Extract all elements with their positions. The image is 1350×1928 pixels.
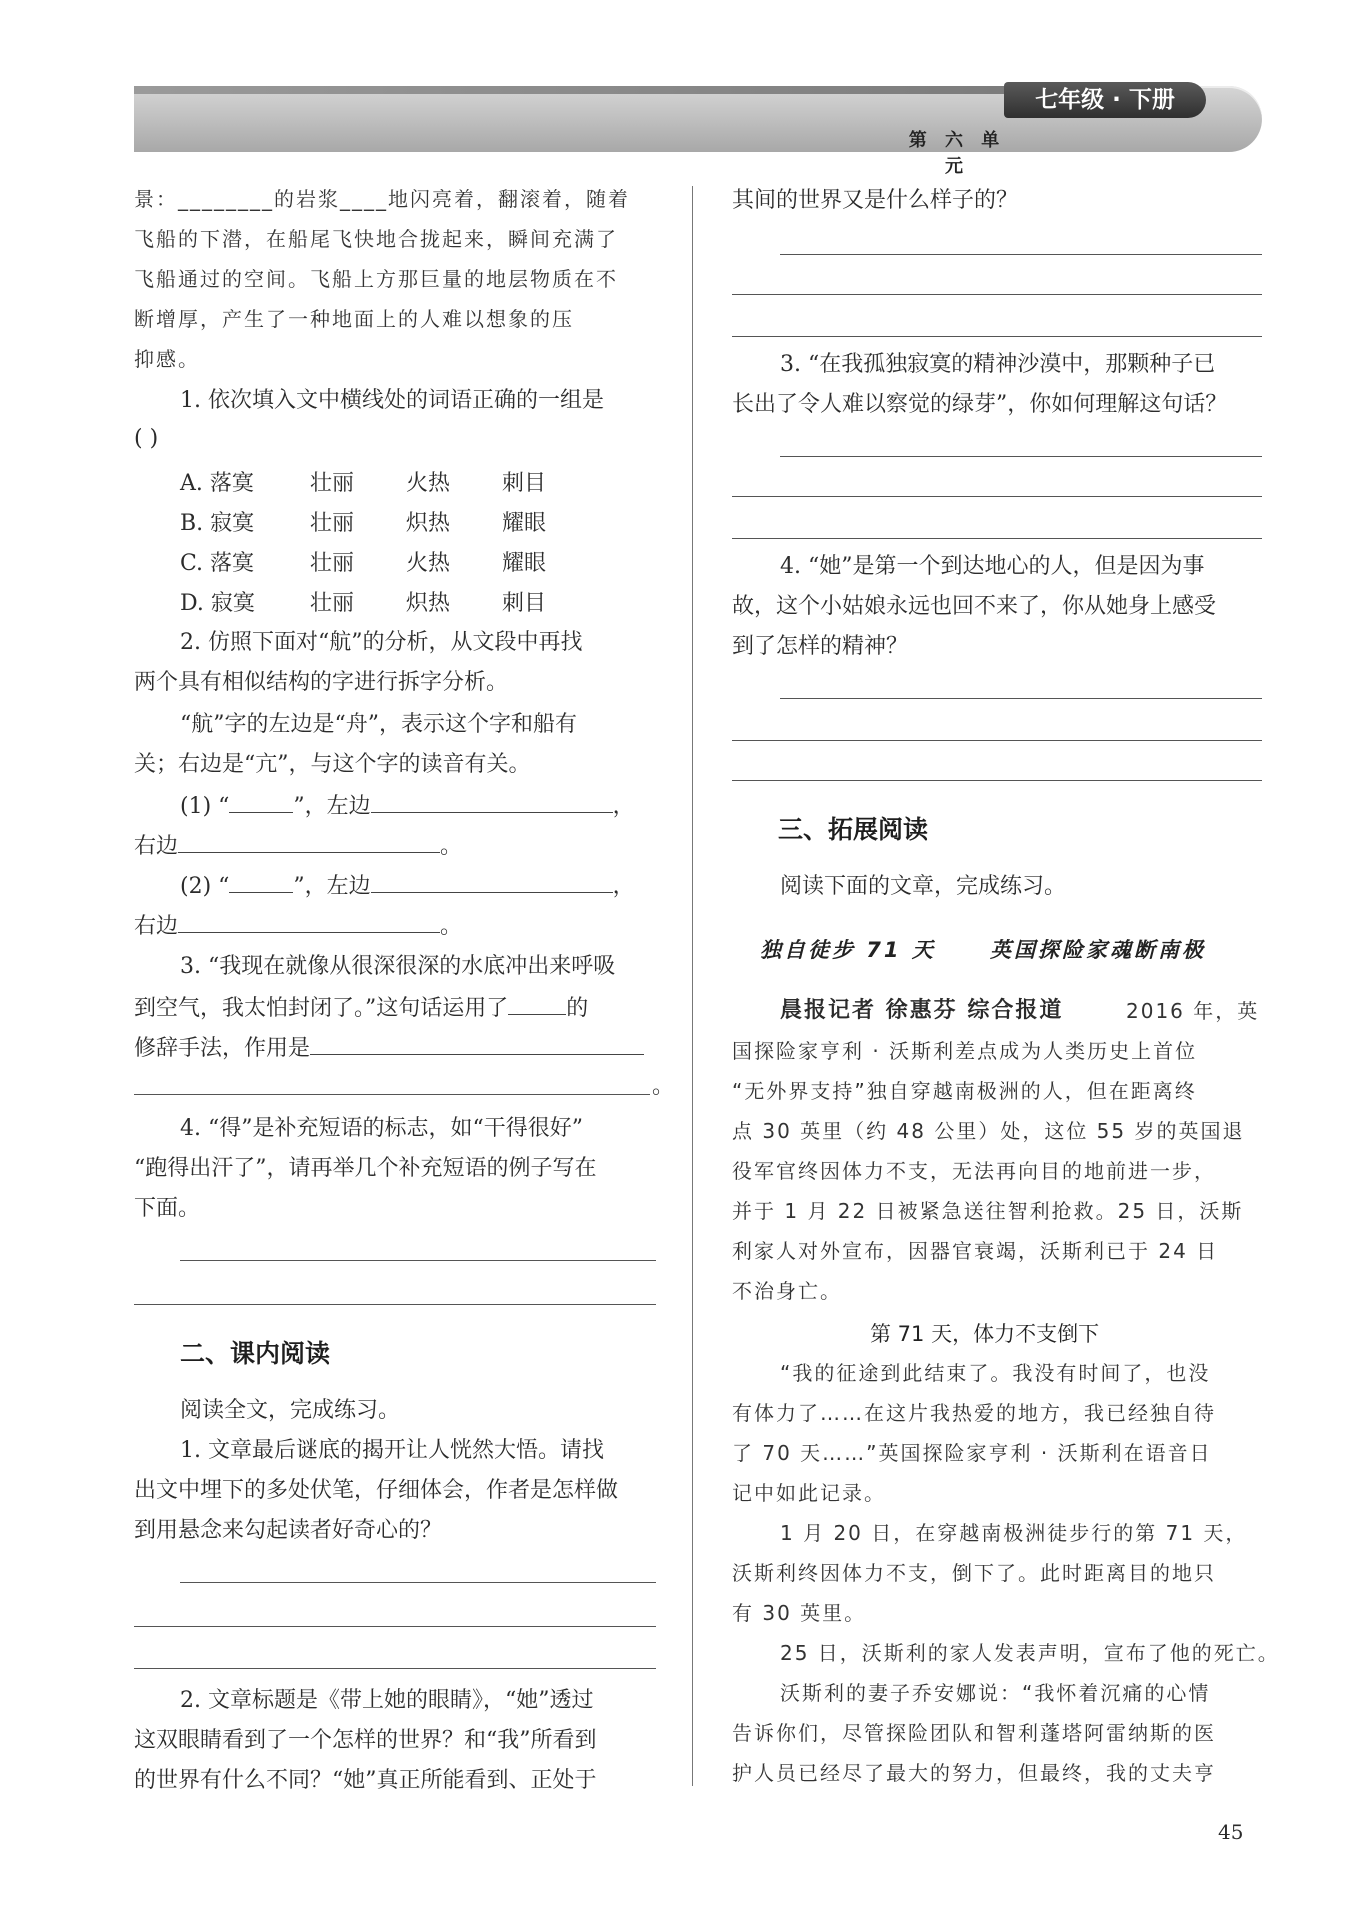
question-4-cont: 下面。	[134, 1196, 201, 1221]
body-line: 护人员已经尽了最大的努力，但最终，我的丈夫亨	[732, 1761, 1216, 1785]
s2-question-2: 2. 文章标题是《带上她的眼睛》，“她”透过	[180, 1688, 594, 1713]
section-heading-2: 二、课内阅读	[180, 1339, 331, 1368]
answer-line[interactable]	[732, 740, 1262, 741]
question-2-cont: 两个具有相似结构的字进行拆字分析。	[134, 670, 509, 695]
s2-question-4-cont: 到了怎样的精神？	[732, 634, 909, 659]
s2-question-3-cont: 长出了令人难以察觉的绿芽”，你如何理解这句话？	[732, 392, 1228, 417]
q3-text: 修辞手法，作用是	[134, 1036, 311, 1061]
grade-tab: 七年级 · 下册	[1004, 82, 1206, 118]
answer-line[interactable]	[732, 496, 1262, 497]
answer-line[interactable]	[732, 294, 1262, 295]
option-word: 壮丽	[310, 511, 355, 536]
option-a[interactable]	[180, 466, 547, 497]
article-line: 役军官终因体力不支，无法再向目的地前进一步，	[732, 1159, 1216, 1183]
option-d[interactable]	[180, 586, 547, 617]
answer-line[interactable]	[732, 780, 1262, 781]
blank[interactable]	[178, 910, 440, 933]
section-intro: 阅读下面的文章，完成练习。	[780, 874, 1067, 899]
question-1: 1. 依次填入文中横线处的词语正确的一组是	[180, 388, 604, 413]
s2-question-2-cont: 其间的世界又是什么样子的？	[732, 188, 1019, 213]
s2-question-2-cont: 的世界有什么不同？“她”真正所能看到、正处于	[134, 1768, 597, 1793]
item-prefix: (2) “	[180, 874, 230, 899]
question-3: 3. “我现在就像从很深很深的水底冲出来呼吸	[180, 954, 616, 979]
answer-line[interactable]	[134, 1668, 656, 1669]
answer-line[interactable]	[732, 538, 1262, 539]
body-line: 沃斯利终因体力不支，倒下了。此时距离目的地只	[732, 1561, 1216, 1585]
question-4: 4. “得”是补充短语的标志，如“干得很好”	[180, 1116, 583, 1141]
body-line: 记中如此记录。	[732, 1481, 886, 1505]
page-number: 45	[1218, 1820, 1244, 1844]
s2-question-4-cont: 故，这个小姑娘永远也回不来了，你从她身上感受	[732, 594, 1217, 619]
s2-question-4: 4. “她”是第一个到达地心的人，但是因为事	[780, 554, 1205, 579]
comma: ，	[612, 794, 635, 819]
option-label: B. 寂寞	[180, 511, 255, 536]
passage-line: 飞船的下潜，在船尾飞快地合拢起来，瞬间充满了	[134, 227, 618, 251]
blank[interactable]	[229, 870, 293, 893]
answer-line[interactable]	[180, 1260, 656, 1261]
body-line: 25 日，沃斯利的家人发表声明，宣布了他的死亡。	[780, 1641, 1280, 1665]
option-word: 火热	[406, 551, 451, 576]
article-line: 不治身亡。	[732, 1279, 842, 1303]
section-intro: 阅读全文，完成练习。	[180, 1398, 401, 1423]
option-word: 壮丽	[310, 471, 355, 496]
blank[interactable]	[310, 1032, 644, 1055]
option-label: C. 落寞	[180, 551, 255, 576]
s2-question-2-cont: 这双眼睛看到了一个怎样的世界？和“我”所看到	[134, 1728, 597, 1753]
option-word: 刺目	[502, 591, 547, 616]
option-word: 炽热	[406, 591, 451, 616]
s2-question-1: 1. 文章最后谜底的揭开让人恍然大悟。请找	[180, 1438, 604, 1463]
blank[interactable]	[178, 830, 440, 853]
article-line: 点 30 英里（约 48 公里）处，这位 55 岁的英国退	[732, 1119, 1245, 1143]
item-prefix: (1) “	[180, 794, 230, 819]
option-word: 炽热	[406, 511, 451, 536]
q3-text: 到空气，我太怕封闭了。”这句话运用了	[134, 996, 509, 1021]
question-3-cont	[134, 1032, 644, 1064]
example-line: 关；右边是“亢”，与这个字的读音有关。	[134, 752, 531, 777]
blank[interactable]	[371, 870, 613, 893]
q3-text: 的	[566, 996, 589, 1021]
passage-line: 飞船通过的空间。飞船上方那巨量的地层物质在不	[134, 267, 618, 291]
option-word: 火热	[406, 471, 451, 496]
right-label: 右边	[134, 914, 179, 939]
answer-line[interactable]	[134, 1626, 656, 1627]
article-line: 并于 1 月 22 日被紧急送往智利抢救。25 日，沃斯	[732, 1199, 1244, 1223]
article-subhead: 第 71 天，体力不支倒下	[870, 1322, 1100, 1346]
q2-item-2-right	[134, 910, 462, 942]
body-line: 了 70 天……”英国探险家亨利 · 沃斯利在语音日	[732, 1441, 1212, 1465]
option-label: D. 寂寞	[180, 591, 255, 616]
article-title-part1: 独自徒步 71 天	[760, 938, 936, 962]
option-b[interactable]	[180, 506, 547, 537]
q2-item-2	[180, 870, 635, 902]
period: 。	[652, 1074, 675, 1099]
byline: 晨报记者 徐惠芬 综合报道	[780, 998, 1064, 1023]
body-line: “我的征途到此结束了。我没有时间了，也没	[780, 1361, 1211, 1385]
answer-line[interactable]	[780, 254, 1262, 255]
article-line: 国探险家亨利 · 沃斯利差点成为人类历史上首位	[732, 1039, 1198, 1063]
article-lead	[780, 996, 1063, 1026]
blank[interactable]	[508, 992, 566, 1015]
body-line: 沃斯利的妻子乔安娜说：“我怀着沉痛的心情	[780, 1681, 1211, 1705]
answer-paren[interactable]: ( )	[134, 426, 159, 451]
body-line: 有体力了……在这片我热爱的地方，我已经独自待	[732, 1401, 1216, 1425]
option-word: 耀眼	[502, 511, 547, 536]
section-heading-3: 三、拓展阅读	[778, 815, 929, 844]
comma: ，	[612, 874, 635, 899]
blank[interactable]	[371, 790, 613, 813]
right-label: 右边	[134, 834, 179, 859]
s2-question-3: 3. “在我孤独寂寞的精神沙漠中，那颗种子已	[780, 352, 1216, 377]
option-word: 刺目	[502, 471, 547, 496]
s2-question-1-cont: 到用悬念来勾起读者好奇心的？	[134, 1518, 443, 1543]
option-word: 壮丽	[310, 591, 355, 616]
answer-line[interactable]	[780, 698, 1262, 699]
answer-line[interactable]	[180, 1582, 656, 1583]
option-word: 耀眼	[502, 551, 547, 576]
passage-line: 景：________的岩浆____地闪亮着，翻滚着，随着	[134, 187, 630, 211]
passage-line: 断增厚，产生了一种地面上的人难以想象的压	[134, 307, 574, 331]
example-line: “航”字的左边是“舟”，表示这个字和船有	[180, 712, 577, 737]
question-2: 2. 仿照下面对“航”的分析，从文段中再找	[180, 630, 583, 655]
question-3-cont	[134, 992, 588, 1024]
article-title-part2: 英国探险家魂断南极	[990, 938, 1206, 962]
item-mid: ”，左边	[293, 874, 371, 899]
answer-line[interactable]	[780, 456, 1262, 457]
option-c[interactable]	[180, 546, 547, 577]
question-4-cont: “跑得出汗了”，请再举几个补充短语的例子写在	[134, 1156, 597, 1181]
item-mid: ”，左边	[293, 794, 371, 819]
s2-question-1-cont: 出文中埋下的多处伏笔，仔细体会，作者是怎样做	[134, 1478, 619, 1503]
option-word: 壮丽	[310, 551, 355, 576]
body-line: 有 30 英里。	[732, 1601, 867, 1625]
column-divider	[692, 186, 693, 1786]
period: 。	[440, 914, 463, 939]
article-line: 利家人对外宣布，因器官衰竭，沃斯利已于 24 日	[732, 1239, 1219, 1263]
answer-line[interactable]	[134, 1304, 656, 1305]
body-line: 1 月 20 日，在穿越南极洲徒步行的第 71 天，	[780, 1521, 1248, 1545]
period: 。	[440, 834, 463, 859]
answer-line[interactable]	[732, 336, 1262, 337]
q2-item-1	[180, 790, 635, 822]
article-line: 2016 年，英	[1126, 999, 1260, 1023]
blank[interactable]	[229, 790, 293, 813]
unit-title: 第 六 单 元	[908, 130, 1006, 177]
passage-line: 抑感。	[134, 347, 200, 371]
article-line: “无外界支持”独自穿越南极洲的人，但在距离终	[732, 1079, 1197, 1103]
answer-line[interactable]	[134, 1094, 650, 1095]
body-line: 告诉你们，尽管探险团队和智利蓬塔阿雷纳斯的医	[732, 1721, 1216, 1745]
q2-item-1-right	[134, 830, 462, 862]
option-label: A. 落寞	[180, 471, 254, 496]
